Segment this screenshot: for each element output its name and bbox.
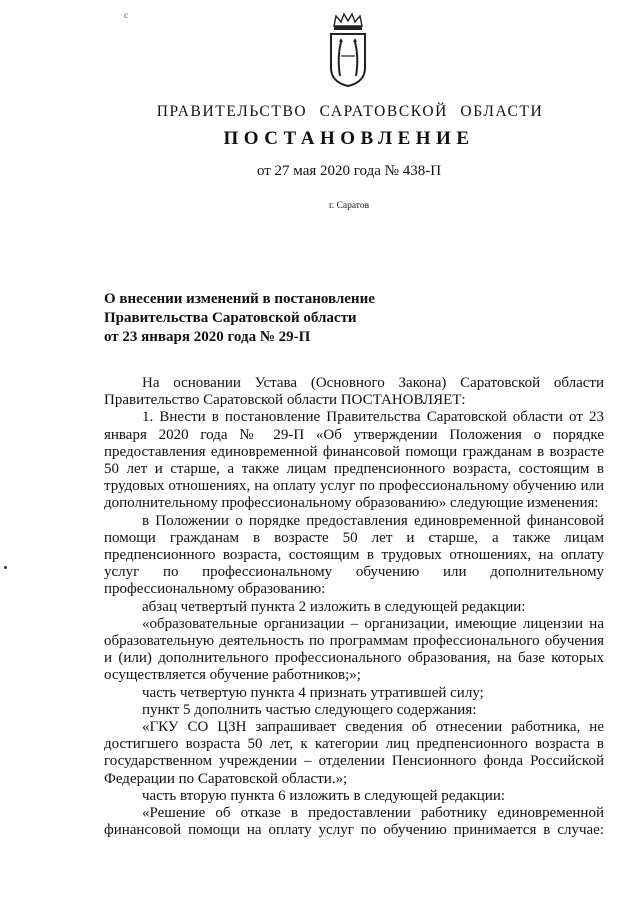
subject-line: Правительства Саратовской области <box>104 310 357 326</box>
body-paragraph: часть четвертую пункта 4 признать утратившей силу; <box>142 684 484 701</box>
scan-margin-dot <box>4 566 7 569</box>
government-name: ПРАВИТЕЛЬСТВО САРАТОВСКОЙ ОБЛАСТИ <box>156 103 544 120</box>
body-paragraph: пункт 5 дополнить частью следующего содержания: <box>142 701 477 718</box>
corner-mark: c <box>124 10 128 20</box>
body-paragraph: 1. Внести в постановление Правительства Саратовской области от 23 января 2020 года № 29-П «Об утверждении Положения о порядке предоставления единовременной финансовой помощи гражданам в возрасте 50 лет и старше, а также лицам предпенсионного возраста, состоящим в трудовых отношениях, на оплату услуг по профессиональному обучению или дополнительному профессиональному образованию» следующие изменения: <box>104 409 604 512</box>
subject-line: от 23 января 2020 года № 29-П <box>104 329 311 345</box>
body-paragraph: часть вторую пункта 6 изложить в следующей редакции: <box>142 787 506 804</box>
body-paragraph: абзац четвертый пункта 2 изложить в следующей редакции: <box>142 598 526 615</box>
body-paragraph: «образовательные организации – организации, имеющие лицензии на образовательную деятельность по программам профессионального обучения и (или) дополнительного профессионального образования, на базе которых осуществляется обучение работников;»; <box>104 615 604 684</box>
document-type: ПОСТАНОВЛЕНИЕ <box>223 128 475 149</box>
city-name: г. Саратов <box>328 201 370 211</box>
body-paragraph: На основании Устава (Основного Закона) Саратовской области Правительство Саратовской области ПОСТАНОВЛЯЕТ: <box>104 375 604 409</box>
body-paragraph: «Решение об отказе в предоставлении работнику единовременной финансовой помощи на оплату услуг по обучению принимается в случае: <box>104 805 604 839</box>
body-paragraph: «ГКУ СО ЦЗН запрашивает сведения об отнесении работника, не достигшего возраста 50 лет, к категории лиц предпенсионного возраста в государственном учреждении – отделении Пенсионного фонда Российской Федерации по Саратовской области.»; <box>104 719 604 787</box>
subject-line: О внесении изменений в постановление <box>104 291 375 307</box>
saratov-coat-of-arms-icon <box>326 12 370 88</box>
body-paragraph: в Положении о порядке предоставления единовременной финансовой помощи гражданам в возрасте 50 лет и старше, а также лицам предпенсионного возраста, состоящим в трудовых отношениях, на оплату услуг по профессиональному обучению или дополнительному профессиональному образованию: <box>104 512 604 598</box>
document-subject <box>104 290 375 347</box>
document-body <box>104 375 604 839</box>
document-date-number: от 27 мая 2020 года № 438-П <box>256 163 442 179</box>
